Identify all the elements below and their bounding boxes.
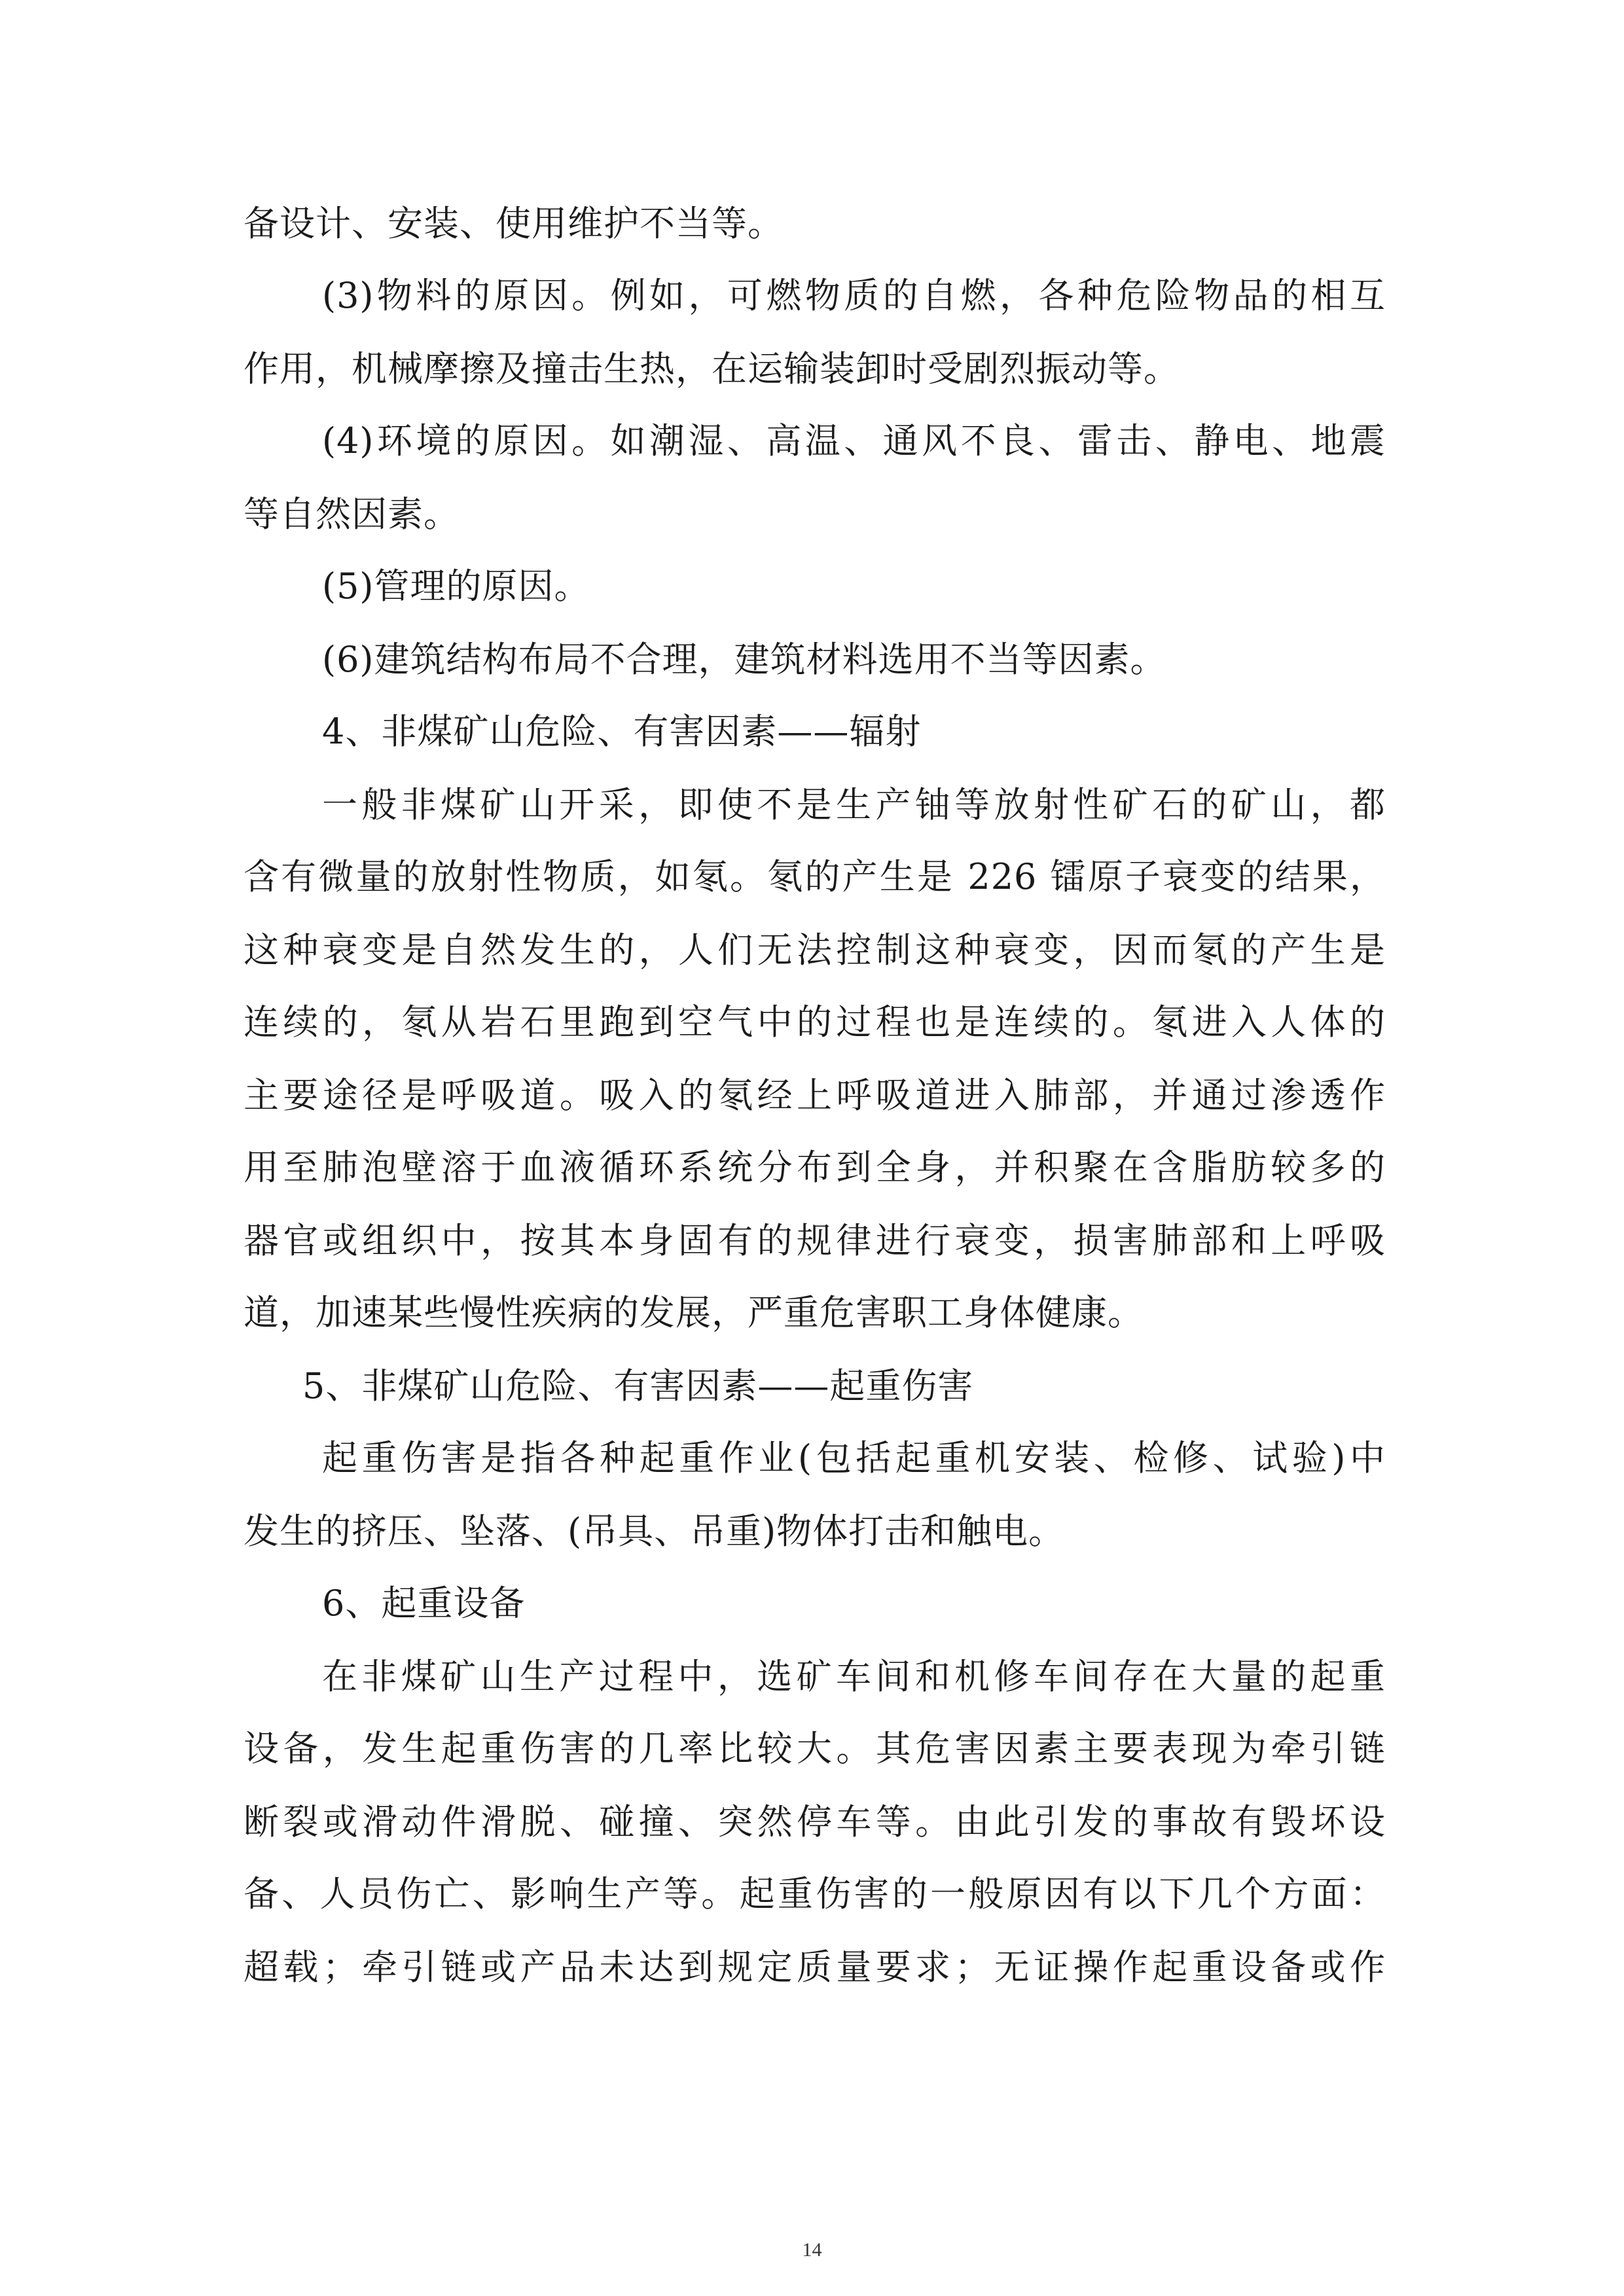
paragraph-line: 连续的，氡从岩石里跑到空气中的过程也是连续的。氡进入人体的 (244, 1001, 1386, 1043)
paragraph-line: 含有微量的放射性物质，如氡。氡的产生是 226 镭原子衰变的结果， (244, 856, 1386, 897)
page-number: 14 (802, 2239, 822, 2261)
paragraph-line: 主要途径是呼吸道。吸入的氡经上呼吸道进入肺部，并通过渗透作 (244, 1075, 1386, 1116)
paragraph-line: 备、人员伤亡、影响生产等。起重伤害的一般原因有以下几个方面： (244, 1873, 1386, 1914)
paragraph-line: 断裂或滑动件滑脱、碰撞、突然停车等。由此引发的事故有毁坏设 (244, 1801, 1386, 1842)
paragraph-line: 设备，发生起重伤害的几率比较大。其危害因素主要表现为牵引链 (244, 1728, 1386, 1769)
paragraph-line: (6)建筑结构布局不合理，建筑材料选用不当等因素。 (322, 639, 1166, 680)
paragraph-line: 发生的挤压、坠落、(吊具、吊重)物体打击和触电。 (244, 1511, 1065, 1552)
paragraph-line: 器官或组织中，按其本身固有的规律进行衰变，损害肺部和上呼吸 (244, 1220, 1386, 1261)
paragraph-line: 备设计、安装、使用维护不当等。 (244, 203, 784, 244)
paragraph-line: 起重伤害是指各种起重作业(包括起重机安装、检修、试验)中 (322, 1437, 1386, 1479)
paragraph-line: (3)物料的原因。例如，可燃物质的自燃，各种危险物品的相互 (322, 275, 1386, 316)
section-heading: 4、非煤矿山危险、有害因素——辐射 (322, 711, 922, 752)
paragraph-line: 用至肺泡壁溶于血液循环系统分布到全身，并积聚在含脂肪较多的 (244, 1147, 1386, 1188)
paragraph-line: 等自然因素。 (244, 493, 460, 535)
paragraph-line: 道，加速某些慢性疾病的发展，严重危害职工身体健康。 (244, 1292, 1144, 1333)
section-heading: 5、非煤矿山危险、有害因素——起重伤害 (302, 1365, 974, 1407)
paragraph-line: (4)环境的原因。如潮湿、高温、通风不良、雷击、静电、地震 (322, 420, 1386, 461)
section-heading: 6、起重设备 (322, 1583, 526, 1624)
paragraph-line: 这种衰变是自然发生的，人们无法控制这种衰变，因而氡的产生是 (244, 929, 1386, 971)
paragraph-line: 作用，机械摩擦及撞击生热，在运输装卸时受剧烈振动等。 (244, 348, 1180, 389)
paragraph-line: 在非煤矿山生产过程中，选矿车间和机修车间存在大量的起重 (322, 1656, 1386, 1697)
paragraph-line: (5)管理的原因。 (322, 565, 590, 607)
paragraph-line: 一般非煤矿山开采，即使不是生产铀等放射性矿石的矿山，都 (322, 784, 1386, 825)
paragraph-line: 超载；牵引链或产品未达到规定质量要求；无证操作起重设备或作 (244, 1946, 1386, 1988)
